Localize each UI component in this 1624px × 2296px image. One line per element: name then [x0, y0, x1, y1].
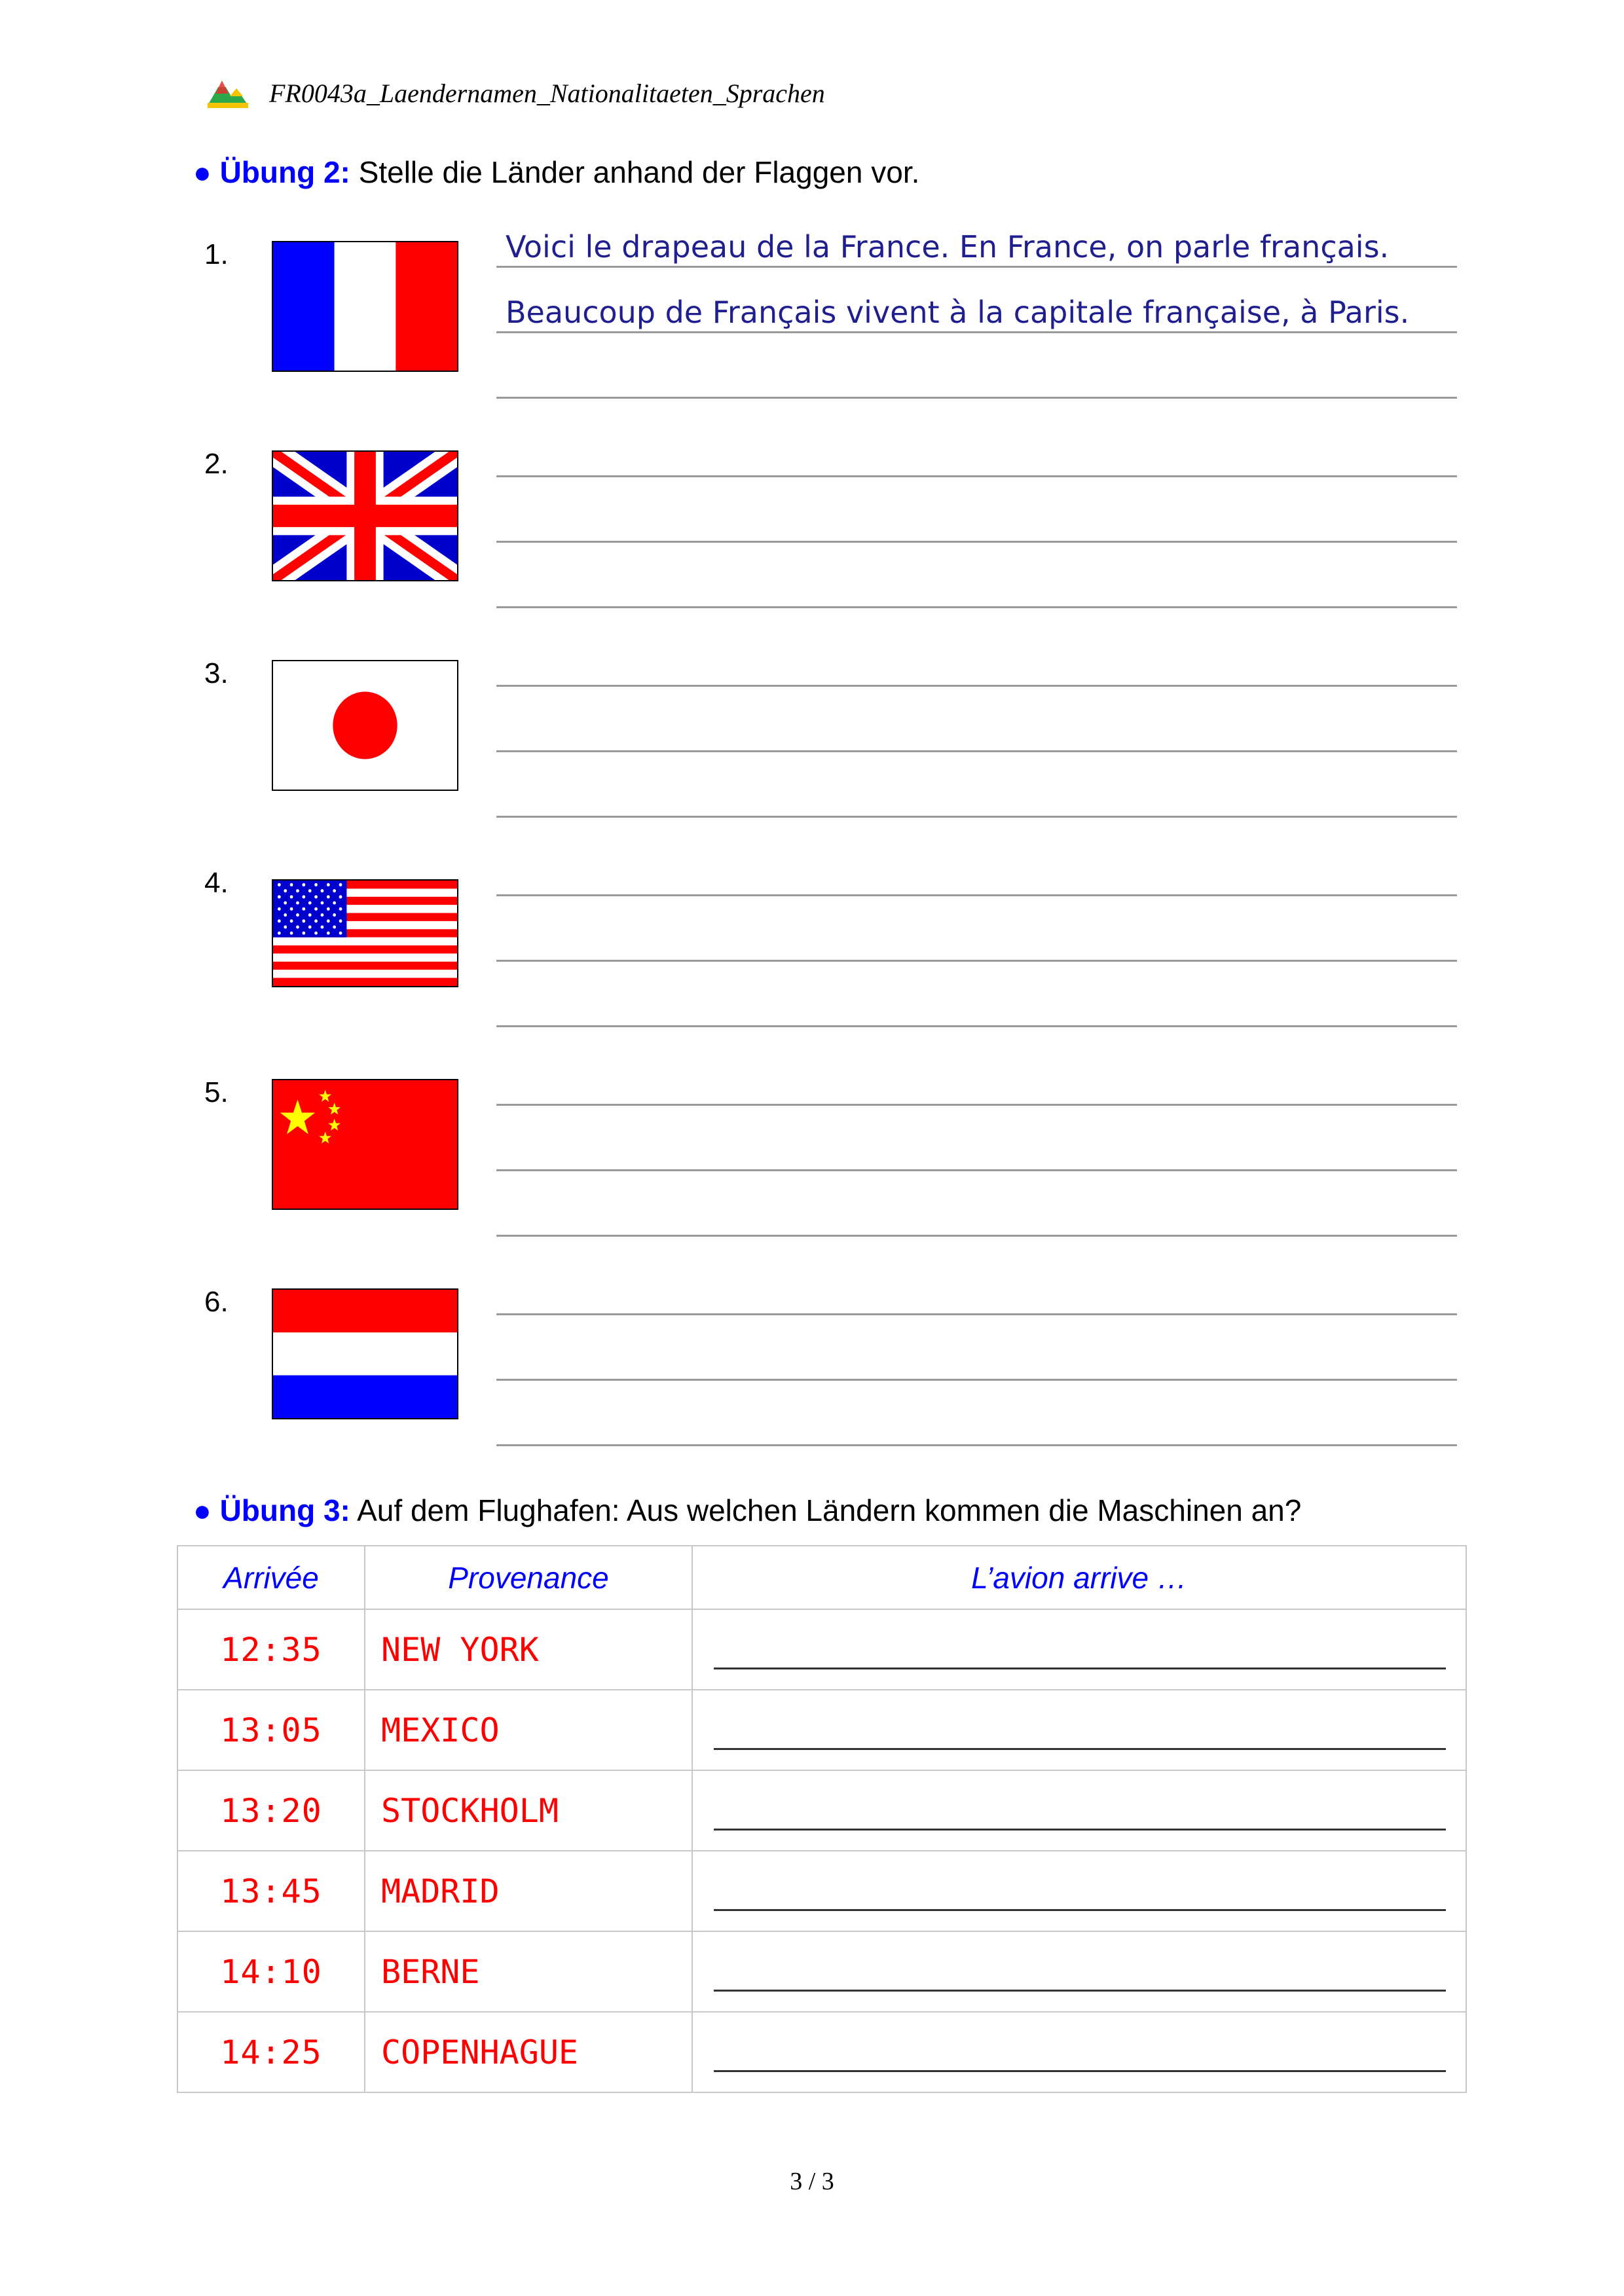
- writing-line[interactable]: [496, 1235, 1457, 1237]
- exercise3-label: Übung 3:: [219, 1493, 350, 1527]
- page-number: 3 / 3: [790, 2168, 834, 2195]
- item-number: 4.: [204, 867, 229, 899]
- origin-city: MEXICO: [365, 1690, 692, 1770]
- writing-line[interactable]: [496, 1444, 1457, 1446]
- mountain-logo-icon: [206, 77, 249, 109]
- item-number: 2.: [204, 448, 229, 480]
- answer-line[interactable]: [714, 2070, 1446, 2072]
- writing-line[interactable]: [496, 1379, 1457, 1381]
- writing-line[interactable]: [496, 894, 1457, 896]
- answer-line[interactable]: [714, 1909, 1446, 1911]
- arrival-time: 13:20: [177, 1770, 365, 1851]
- writing-line[interactable]: [496, 266, 1457, 268]
- answer-line[interactable]: [714, 1667, 1446, 1669]
- uk-flag-icon: [272, 450, 458, 581]
- item-number: 3.: [204, 657, 229, 689]
- answer-text: Voici le drapeau de la France. En France, on parle français.: [506, 229, 1390, 264]
- table-row: [177, 1770, 1466, 1851]
- origin-city: NEW YORK: [365, 1609, 692, 1690]
- exercise3-instruction: Auf dem Flughafen: Aus welchen Ländern kommen die Maschinen an?: [357, 1493, 1302, 1527]
- answer-line[interactable]: [714, 1829, 1446, 1831]
- origin-city: COPENHAGUE: [365, 2012, 692, 2092]
- exercise2-label: Übung 2:: [219, 155, 350, 189]
- header-answer: L’avion arrive …: [692, 1546, 1466, 1609]
- writing-line[interactable]: [496, 816, 1457, 818]
- table-row: [177, 1931, 1466, 2012]
- table-row: [177, 2012, 1466, 2092]
- document-title: FR0043a_Laendernamen_Nationalitaeten_Sprachen: [269, 78, 825, 108]
- answer-cell[interactable]: [692, 1851, 1466, 1931]
- answer-text: Beaucoup de Français vivent à la capitale française, à Paris.: [506, 295, 1410, 330]
- bullet: ●: [193, 1493, 212, 1527]
- table-header-row: [177, 1546, 1466, 1609]
- item-number: 6.: [204, 1286, 229, 1318]
- netherlands-flag-icon: [272, 1288, 458, 1419]
- writing-line[interactable]: [496, 541, 1457, 543]
- header-arrival: Arrivée: [177, 1546, 365, 1609]
- item-number: 1.: [204, 238, 229, 270]
- exercise3-title: [193, 1493, 1301, 1528]
- exercise2-title: [193, 155, 919, 190]
- origin-city: STOCKHOLM: [365, 1770, 692, 1851]
- origin-city: BERNE: [365, 1931, 692, 2012]
- writing-line[interactable]: [496, 606, 1457, 608]
- writing-line[interactable]: [496, 750, 1457, 752]
- writing-line[interactable]: [496, 475, 1457, 477]
- item-number: 5.: [204, 1076, 229, 1108]
- arrival-time: 13:45: [177, 1851, 365, 1931]
- arrivals-table: [177, 1545, 1467, 2093]
- usa-flag-icon: [272, 879, 458, 987]
- china-flag-icon: [272, 1079, 458, 1210]
- arrival-time: 14:10: [177, 1931, 365, 2012]
- arrival-time: 12:35: [177, 1609, 365, 1690]
- exercise2-instruction: Stelle die Länder anhand der Flaggen vor.: [358, 155, 920, 189]
- header-origin: Provenance: [365, 1546, 692, 1609]
- writing-line[interactable]: [496, 1169, 1457, 1171]
- writing-line[interactable]: [496, 397, 1457, 399]
- table-row: [177, 1851, 1466, 1931]
- bullet: ●: [193, 155, 212, 189]
- answer-cell[interactable]: [692, 1690, 1466, 1770]
- table-row: [177, 1609, 1466, 1690]
- writing-line[interactable]: [496, 1104, 1457, 1106]
- arrival-time: 13:05: [177, 1690, 365, 1770]
- answer-line[interactable]: [714, 1748, 1446, 1750]
- writing-line[interactable]: [496, 960, 1457, 962]
- writing-line[interactable]: [496, 685, 1457, 687]
- answer-cell[interactable]: [692, 1609, 1466, 1690]
- answer-line[interactable]: [714, 1990, 1446, 1992]
- table-row: [177, 1690, 1466, 1770]
- document-header: [206, 73, 825, 113]
- answer-cell[interactable]: [692, 1770, 1466, 1851]
- arrival-time: 14:25: [177, 2012, 365, 2092]
- origin-city: MADRID: [365, 1851, 692, 1931]
- answer-cell[interactable]: [692, 1931, 1466, 2012]
- writing-line[interactable]: [496, 1313, 1457, 1315]
- answer-cell[interactable]: [692, 2012, 1466, 2092]
- japan-flag-icon: [272, 660, 458, 791]
- france-flag-icon: [272, 241, 458, 372]
- writing-line[interactable]: [496, 1025, 1457, 1027]
- writing-line[interactable]: [496, 331, 1457, 333]
